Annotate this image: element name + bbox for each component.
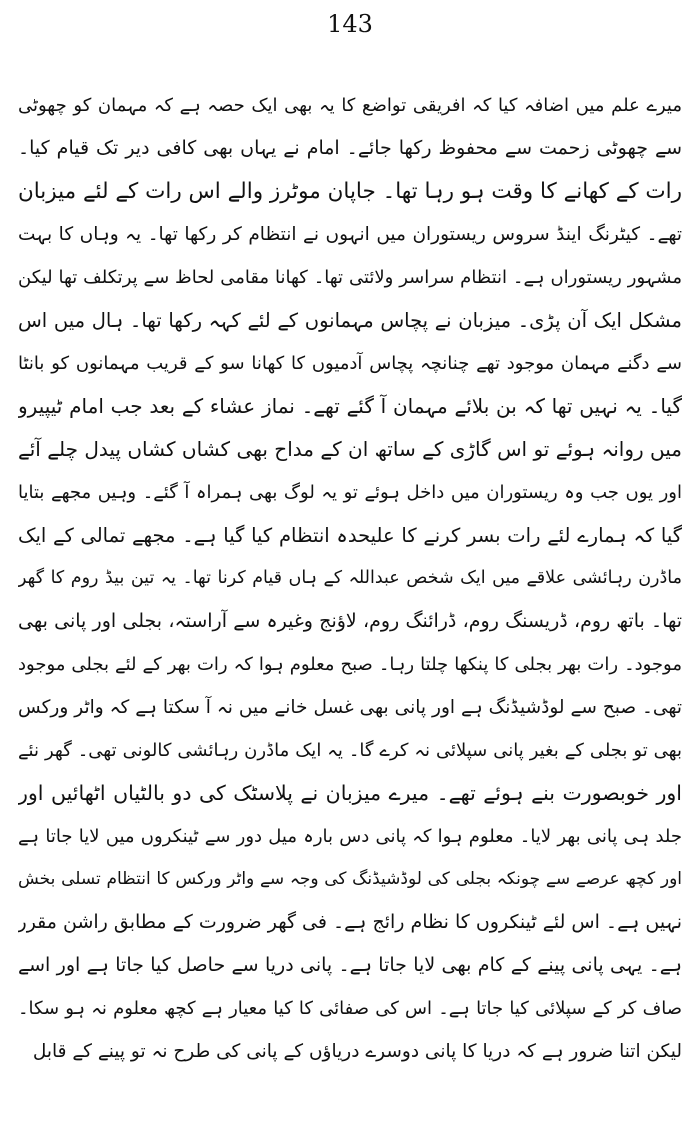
text-line: مشکل ایک آن پڑی۔ میزبان نے پچاس مہمانوں کے لئے کہہ رکھا تھا۔ ہال میں اس	[18, 309, 682, 332]
text-line: گیا کہ ہمارے لئے رات بسر کرنے کا علیحدہ انتظام کیا گیا ہے۔ مجھے تمالی کے ایک	[18, 524, 682, 547]
text-line: سے دگنے مہمان موجود تھے چنانچہ پچاس آدمیوں کا کھانا سو کے قریب مہمانوں کو بانٹا	[18, 353, 682, 374]
text-line: اور خوبصورت بنے ہوئے تھے۔ میرے میزبان نے پلاسٹک کی دو بالٹیاں اٹھائیں اور	[18, 781, 682, 805]
text-line: صاف کر کے سپلائی کیا جاتا ہے۔ اس کی صفائی کا کیا معیار ہے کچھ معلوم نہ ہو سکا۔	[18, 998, 682, 1019]
text-line: موجود۔ رات بھر بجلی کا پنکھا چلتا رہا۔ صبح معلوم ہوا کہ رات بھر کے لئے بجلی موجود	[18, 654, 682, 675]
text-line: لیکن اتنا ضرور ہے کہ دریا کا پانی دوسرے دریاؤں کے پانی کی طرح نہ تو پینے کے قابل	[32, 1041, 682, 1062]
text-line: ہے۔ یہی پانی پینے کے کام بھی لایا جاتا ہے۔ پانی دریا سے حاصل کیا جاتا ہے اور اسے	[18, 954, 682, 976]
text-line: بھی تو بجلی کے بغیر پانی سپلائی نہ کرے گا۔ یہ ایک ماڈرن رہائشی کالونی تھی۔ گھر نئے	[18, 740, 682, 761]
text-line: تھے۔ کیٹرنگ اینڈ سروس ریستوران میں انہوں نے انتظام کر رکھا تھا۔ یہ وہاں کا بہت	[18, 224, 682, 245]
text-line: گیا۔ یہ نہیں تھا کہ بن بلائے مہمان آ گئے تھے۔ نماز عشاء کے بعد جب امام ٹیپیرو	[18, 394, 682, 418]
text-line: نہیں ہے۔ اس لئے ٹینکروں کا نظام رائج ہے۔ فی گھر ضرورت کے مطابق راشن مقرر	[18, 911, 682, 933]
text-line: رات کے کھانے کا وقت ہو رہا تھا۔ جاپان موٹرز والے اس رات کے لئے میزبان	[18, 179, 682, 204]
text-line: میں روانہ ہوئے تو اس گاڑی کے ساتھ ان کے مداح بھی کشاں کشاں پیدل چلے آئے	[18, 437, 682, 461]
page-number: 143	[327, 10, 373, 38]
text-line: تھی۔ صبح سے لوڈشیڈنگ ہے اور پانی بھی غسل خانے میں نہ آ سکتا ہے کہ واٹر ورکس	[18, 697, 682, 718]
body-text	[18, 84, 682, 1073]
text-line: مشہور ریستوراں ہے۔ انتظام سراسر ولائتی تھا۔ کھانا مقامی لحاظ سے پرتکلف تھا لیکن	[18, 267, 682, 288]
text-line: اور کچھ عرصے سے چونکہ بجلی کی لوڈشیڈنگ کی وجہ سے واٹر ورکس کا انتظام تسلی بخش	[18, 869, 682, 889]
text-line: میرے علم میں اضافہ کیا کہ افریقی تواضع کا یہ بھی ایک حصہ ہے کہ مہمان کو چھوٹی	[18, 95, 682, 116]
text-line: اور یوں جب وہ ریستوران میں داخل ہوئے تو یہ لوگ بھی ہمراہ آ گئے۔ وہیں مجھے بتایا	[18, 482, 682, 503]
text-line: ماڈرن رہائشی علاقے میں ایک شخص عبداللہ کے ہاں قیام کرنا تھا۔ یہ تین بیڈ روم کا گھر	[18, 568, 682, 588]
text-line: جلد ہی پانی بھر لایا۔ معلوم ہوا کہ پانی دس بارہ میل دور سے ٹینکروں میں لایا جاتا ہے	[18, 826, 682, 847]
text-line: تھا۔ باتھ روم، ڈریسنگ روم، ڈرائنگ روم، لاؤنج وغیرہ سے آراستہ، بجلی اور پانی بھی	[18, 610, 682, 632]
text-line: سے چھوٹی زحمت سے محفوظ رکھا جائے۔ امام نے یہاں بھی کافی دیر تک قیام کیا۔	[18, 137, 682, 159]
